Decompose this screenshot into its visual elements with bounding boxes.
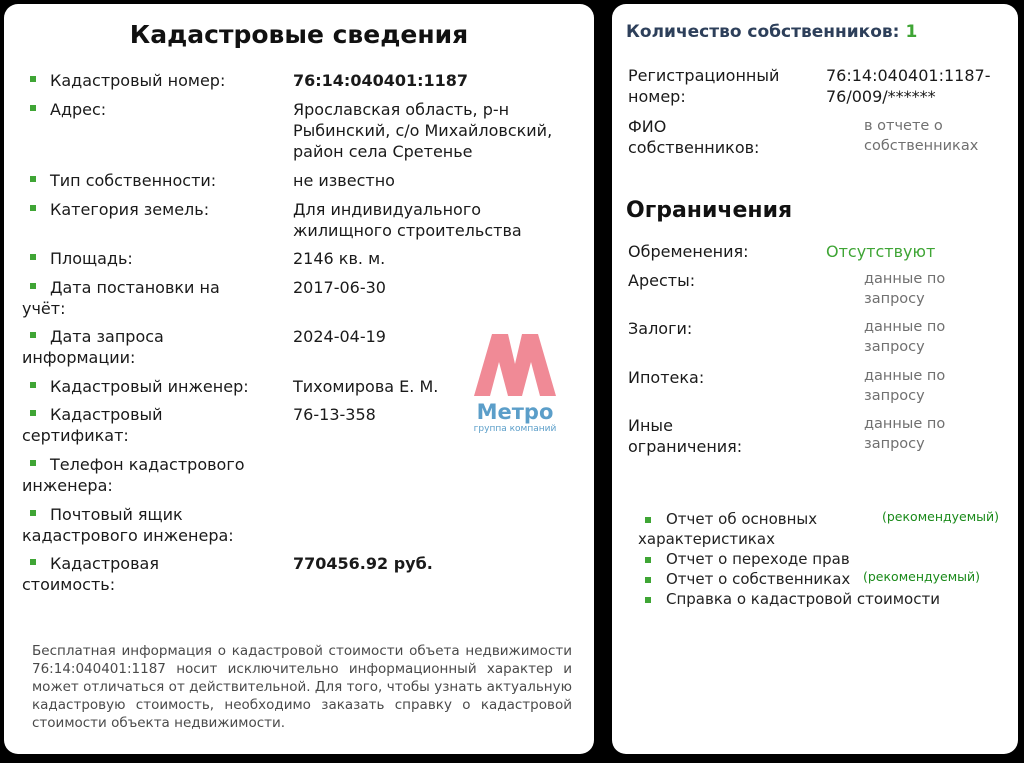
row-label: Дата запроса информации: — [22, 327, 164, 367]
row-label: Кадастровая стоимость: — [22, 554, 159, 594]
restriction-label-encumbrances: Обременения: — [628, 242, 749, 261]
row-label: Почтовый ящик кадастрового инженера: — [22, 505, 234, 545]
row-value: 2146 кв. м. — [293, 249, 386, 268]
row-value: Ярославская область, р-н Рыбинский, с/о Михайловский, район села Сретенье — [293, 100, 553, 161]
owners-fio-label: ФИО собственников: — [628, 117, 760, 157]
registration-number-value: 76:14:040401:1187-76/009/****** — [826, 66, 991, 106]
bullet-icon — [645, 577, 651, 583]
row-label: Кадастровый инженер: — [50, 377, 249, 396]
row-value: 76:14:040401:1187 — [293, 71, 469, 90]
owners-count-label: Количество собственников: — [626, 22, 900, 42]
owners-count-value: 1 — [905, 22, 918, 42]
row-label: Площадь: — [50, 249, 133, 268]
row-value: 2017-06-30 — [293, 278, 386, 297]
restriction-label-mortgage: Ипотека: — [628, 368, 705, 387]
disclaimer-text: Бесплатная информация о кадастровой стоимости объета недвижимости 76:14:040401:1187 носит исключительно информационный характер и может отличаться от действительной. Для того, чтобы узнать актуальную кадастровую стоимость, необходимо заказать справку о кадастровой стоимости объекта недвижимости. — [32, 643, 572, 731]
report-link-rights-transfer[interactable]: Отчет о переходе прав — [638, 549, 1008, 569]
bullet-icon — [645, 517, 651, 523]
report-link-owners[interactable]: Отчет о собственниках — [638, 569, 1008, 589]
restriction-value-arrests: данные по запросу — [864, 271, 946, 307]
row-value: Для индивидуального жилищного строительства — [293, 200, 522, 240]
cadastral-info-card — [4, 4, 594, 754]
row-value: 2024-04-19 — [293, 327, 386, 346]
row-label: Дата постановки на учёт: — [22, 278, 220, 318]
restriction-value-encumbrances: Отсутствуют — [826, 242, 936, 261]
row-label: Телефон кадастрового инженера: — [22, 455, 245, 495]
recommended-badge: (рекомендуемый) — [882, 509, 1000, 524]
row-value: не известно — [293, 171, 395, 190]
row-value: 76-13-358 — [293, 405, 376, 424]
owners-restrictions-card — [612, 4, 1018, 754]
owners-fio-value: в отчете о собственниках — [864, 118, 979, 154]
report-link-cadastral-value-certificate[interactable]: Справка о кадастровой стоимости — [638, 589, 1008, 609]
row-value: 770456.92 руб. — [293, 554, 433, 573]
row-label: Кадастровый номер: — [50, 71, 226, 90]
registration-number-label: Регистрационный номер: — [628, 66, 780, 106]
restriction-label-pledges: Залоги: — [628, 319, 693, 338]
row-value: Тихомирова Е. М. — [293, 377, 439, 396]
restriction-value-other: данные по запросу — [864, 416, 946, 452]
restriction-label-other: Иные ограничения: — [628, 416, 743, 456]
card-title: Кадастровые сведения — [129, 20, 469, 49]
restriction-label-arrests: Аресты: — [628, 271, 696, 290]
row-label: Кадастровый сертификат: — [22, 405, 163, 445]
bullet-icon — [645, 597, 651, 603]
owners-count-heading — [626, 22, 917, 42]
bullet-icon — [645, 557, 651, 563]
restriction-value-mortgage: данные по запросу — [864, 368, 946, 404]
logo-name: Метро — [476, 400, 554, 424]
restriction-value-pledges: данные по запросу — [864, 319, 946, 355]
recommended-badge: (рекомендуемый) — [863, 569, 981, 584]
restrictions-title: Ограничения — [626, 198, 793, 223]
row-label: Категория земель: — [50, 200, 210, 219]
logo-tagline: группа компаний — [473, 424, 557, 434]
row-label: Тип собственности: — [50, 171, 217, 190]
report-link-main-characteristics[interactable]: Отчет об основных характеристиках — [638, 510, 818, 548]
row-label: Адрес: — [50, 100, 107, 119]
